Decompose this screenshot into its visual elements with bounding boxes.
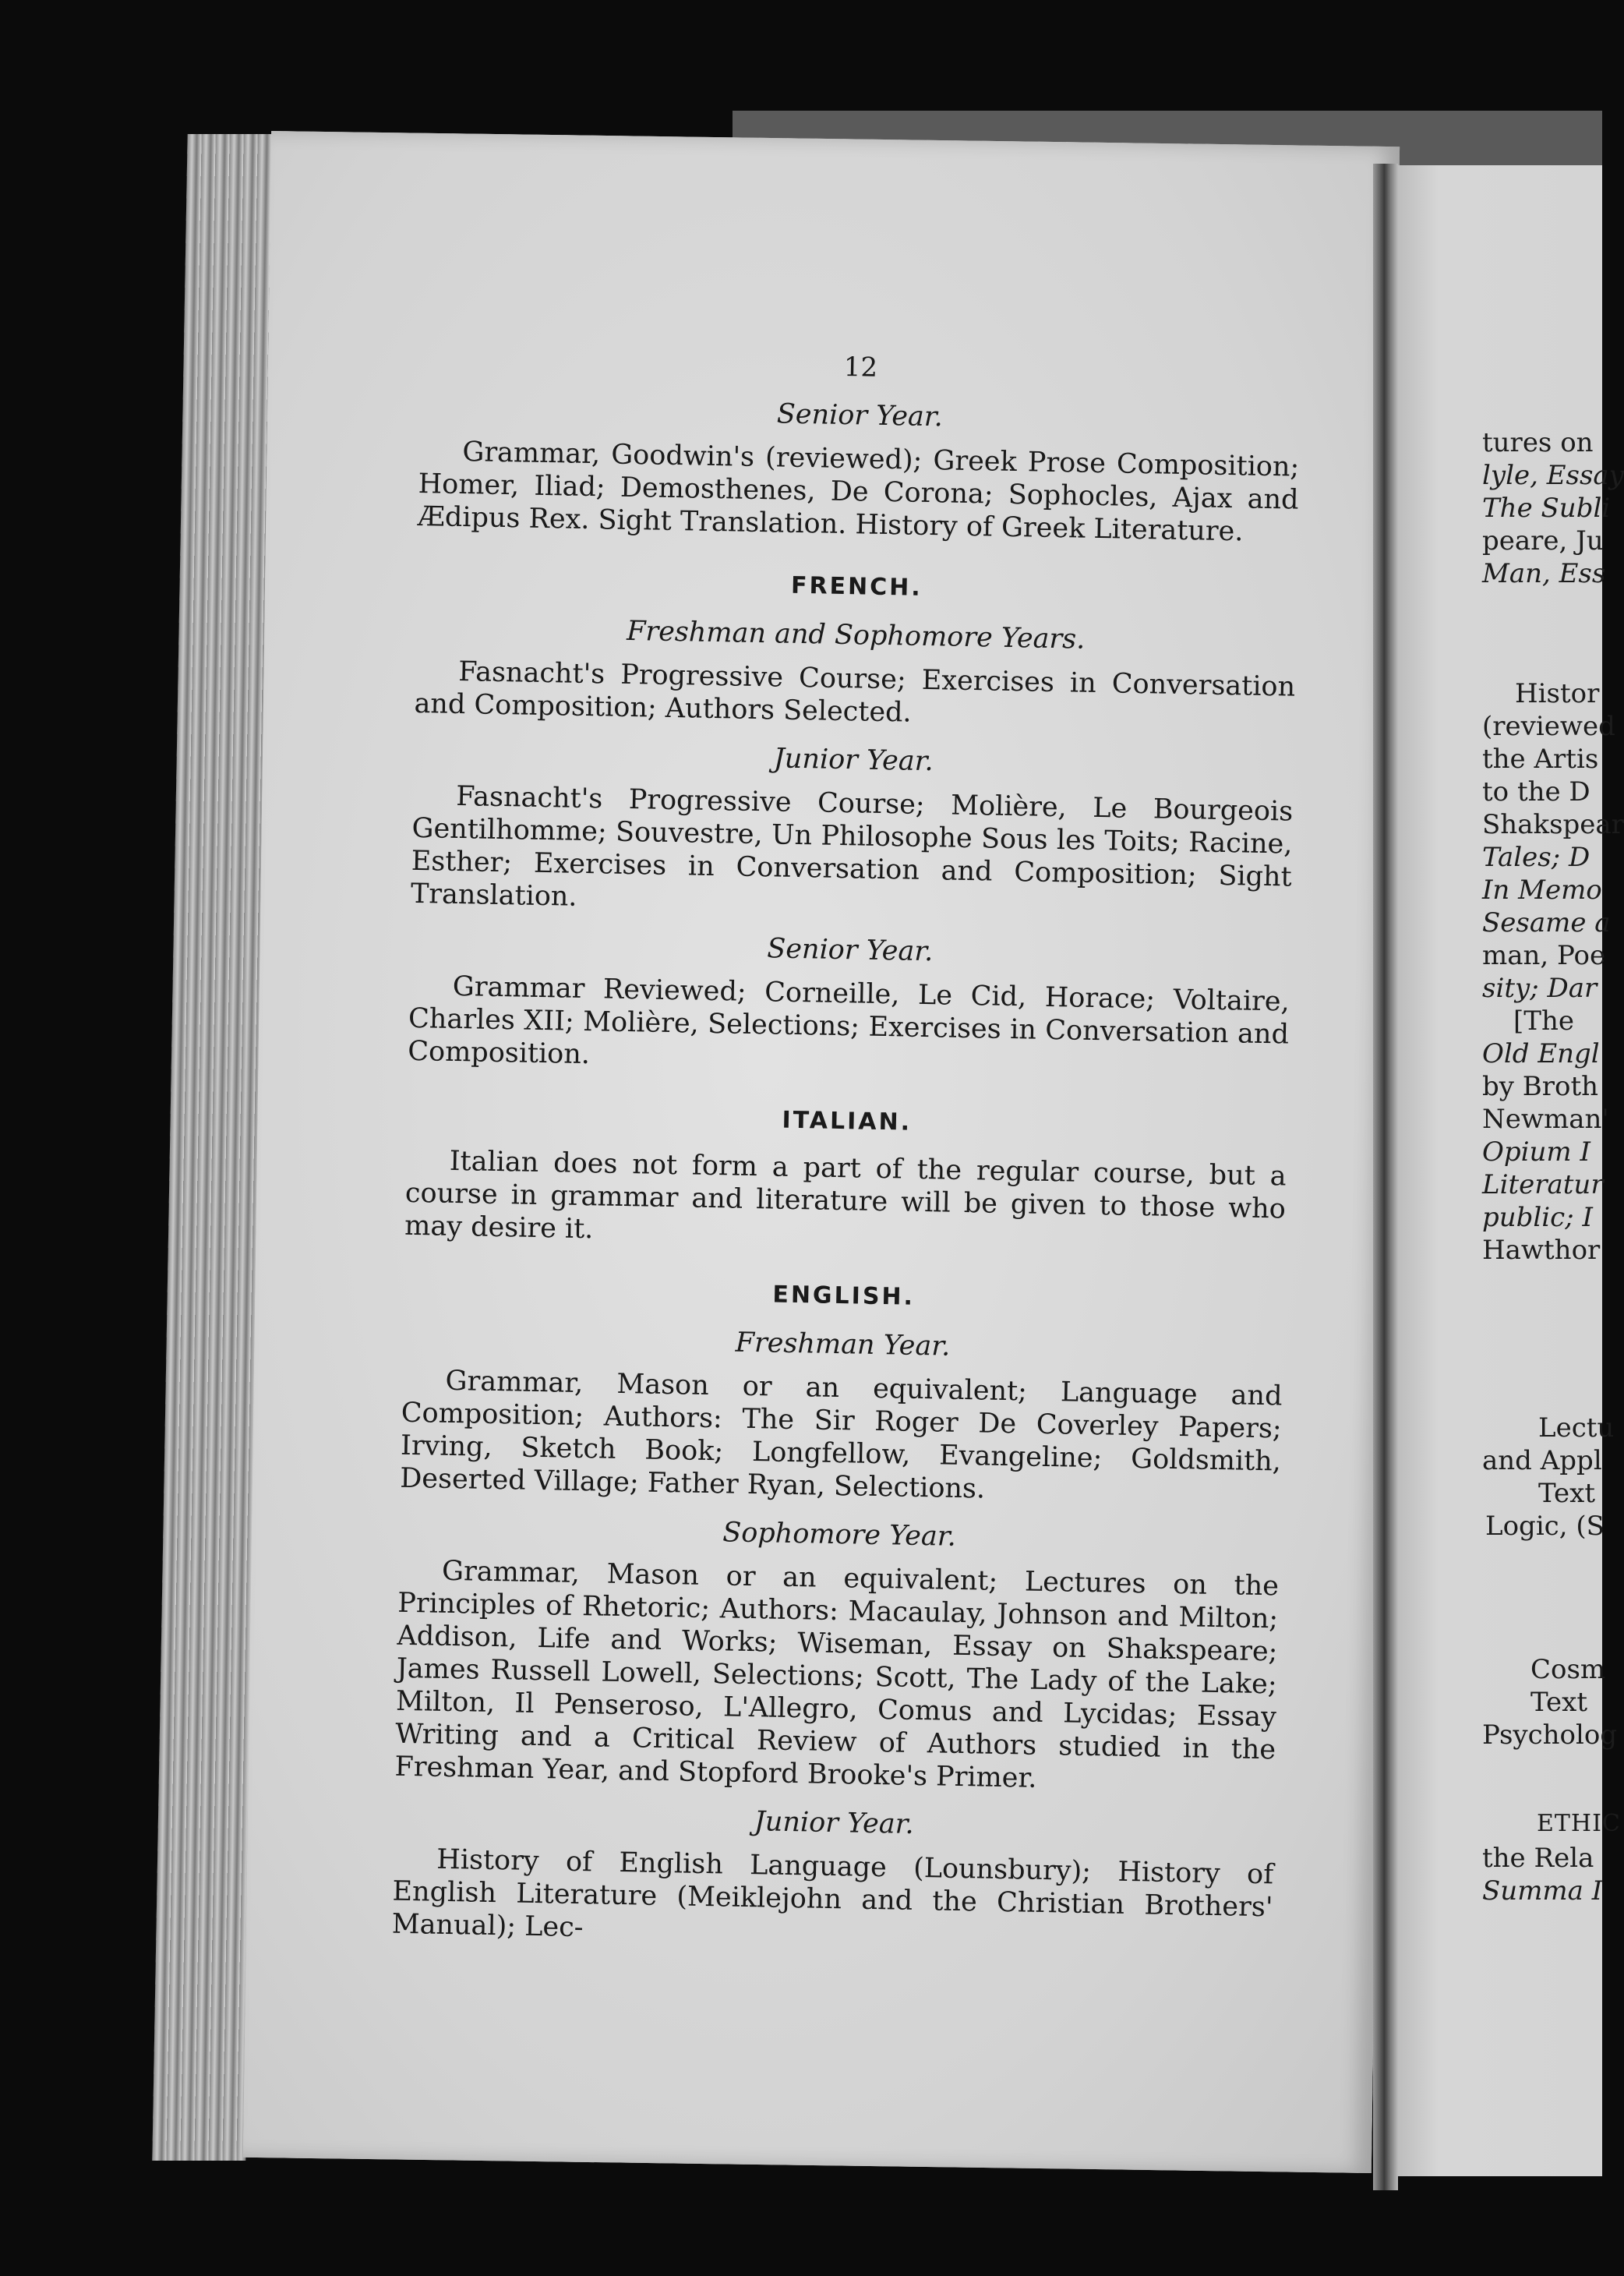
right-page [1398, 165, 1624, 2176]
english-junior-title: Junior Year. [754, 1806, 915, 1840]
greek-senior-text: Grammar, Goodwin's (reviewed); Greek Prose Composition; Homer, Iliad; Demosthenes, De Corona; Sophocles, Ajax and Ædipus Rex. Sight Translation. History of Greek Literature. [417, 436, 1300, 548]
right-fragment: Opium I [1482, 1136, 1590, 1168]
greek-senior-title: Senior Year. [776, 398, 944, 433]
right-fragment: Text [1530, 1687, 1587, 1718]
french-senior-title: Senior Year. [766, 933, 934, 968]
right-fragment: peare, Ju [1482, 525, 1604, 557]
right-fragment: by Broth [1482, 1071, 1599, 1102]
english-sophomore-title: Sophomore Year. [722, 1517, 957, 1553]
right-fragment: Hawthor [1482, 1235, 1601, 1266]
right-fragment: man, Poe [1482, 940, 1606, 971]
right-fragment: ETHIC [1537, 1810, 1621, 1837]
right-fragment: Logic, (S [1485, 1511, 1605, 1542]
french-freshman-title: Freshman and Sophomore Years. [626, 615, 1086, 656]
english-freshman-text: Grammar, Mason or an equivalent; Language and Composition; Authors: The Sir Roger De Coverley Papers; Irving, Sketch Book; Longfellow, Evangeline; Goldsmith, Deserted Village; Father Ryan, Selections. [399, 1365, 1283, 1505]
right-fragment: the Rela [1482, 1843, 1594, 1874]
french-heading: FRENCH. [790, 571, 923, 602]
right-fragment: Histor [1515, 678, 1600, 709]
english-freshman-title: Freshman Year. [735, 1327, 951, 1362]
right-fragment: Sesame a [1482, 907, 1611, 938]
right-fragment: Literatur [1482, 1169, 1604, 1200]
right-fragment: sity; Dar [1482, 973, 1598, 1004]
right-fragment: to the D [1482, 776, 1590, 808]
right-fragment: Text [1538, 1478, 1595, 1509]
right-fragment: In Memo [1482, 875, 1602, 906]
right-fragment: tures on [1482, 427, 1594, 458]
right-fragment: public; I [1482, 1202, 1593, 1233]
italian-text: Italian does not form a part of the regular course, but a course in grammar and literature will be given to those who may desire it. [404, 1145, 1287, 1246]
right-fragment: Old Engl [1482, 1038, 1600, 1069]
right-fragment: Summa I [1482, 1875, 1603, 1907]
right-fragment: lyle, Essay [1482, 460, 1624, 491]
french-freshman-text: Fasnacht's Progressive Course; Exercises in Conversation and Composition; Authors Selected. [414, 656, 1296, 729]
page-number: 12 [843, 351, 878, 383]
right-fragment: Man, Ess [1482, 558, 1606, 589]
english-sophomore-text: Grammar, Mason or an equivalent; Lectures on the Principles of Rhetoric; Authors: Macaulay, Johnson and Milton; Addison, Life and Works; Wiseman, Essay on Shakspeare; James Russell Lowell, Selections; Scott, The Lady of the Lake; Milton, Il Penseroso, L'Allegro, Comus and Lycidas; Essay Writing and a Critical Review of Authors studied in the Freshman Year, and Stopford Brooke's Primer. [394, 1555, 1280, 1794]
french-junior-title: Junior Year. [773, 743, 934, 778]
right-fragment: Psycholog [1482, 1719, 1618, 1751]
right-fragment: The Subli [1482, 493, 1611, 524]
right-fragment: (reviewed [1482, 711, 1615, 742]
right-fragment: Cosm [1530, 1654, 1606, 1685]
right-fragment: and Appl [1482, 1445, 1602, 1476]
right-fragment: Shakspear [1482, 809, 1624, 840]
right-fragment: the Artis [1482, 744, 1599, 775]
right-fragment: Lectu [1538, 1412, 1615, 1444]
english-junior-text: History of English Language (Lounsbury); History of English Literature (Meiklejohn and the Christian Brothers' Manual); Lec- [391, 1843, 1274, 1944]
english-heading: ENGLISH. [772, 1281, 916, 1311]
french-senior-text: Grammar Reviewed; Corneille, Le Cid, Horace; Voltaire, Charles XII; Molière, Selections; Exercises in Conversation and Composition. [407, 970, 1290, 1071]
right-fragment: [The [1513, 1005, 1574, 1037]
right-fragment: Newman' [1482, 1104, 1609, 1135]
italian-heading: ITALIAN. [782, 1106, 913, 1136]
book-gutter [1373, 164, 1398, 2190]
right-fragment: Tales; D [1482, 842, 1590, 873]
page-content [391, 343, 1301, 1956]
french-junior-text: Fasnacht's Progressive Course; Molière, Le Bourgeois Gentilhomme; Souvestre, Un Philosophe Sous les Toits; Racine, Esther; Exercises in Conversation and Composition; Sight Translation. [410, 780, 1294, 913]
